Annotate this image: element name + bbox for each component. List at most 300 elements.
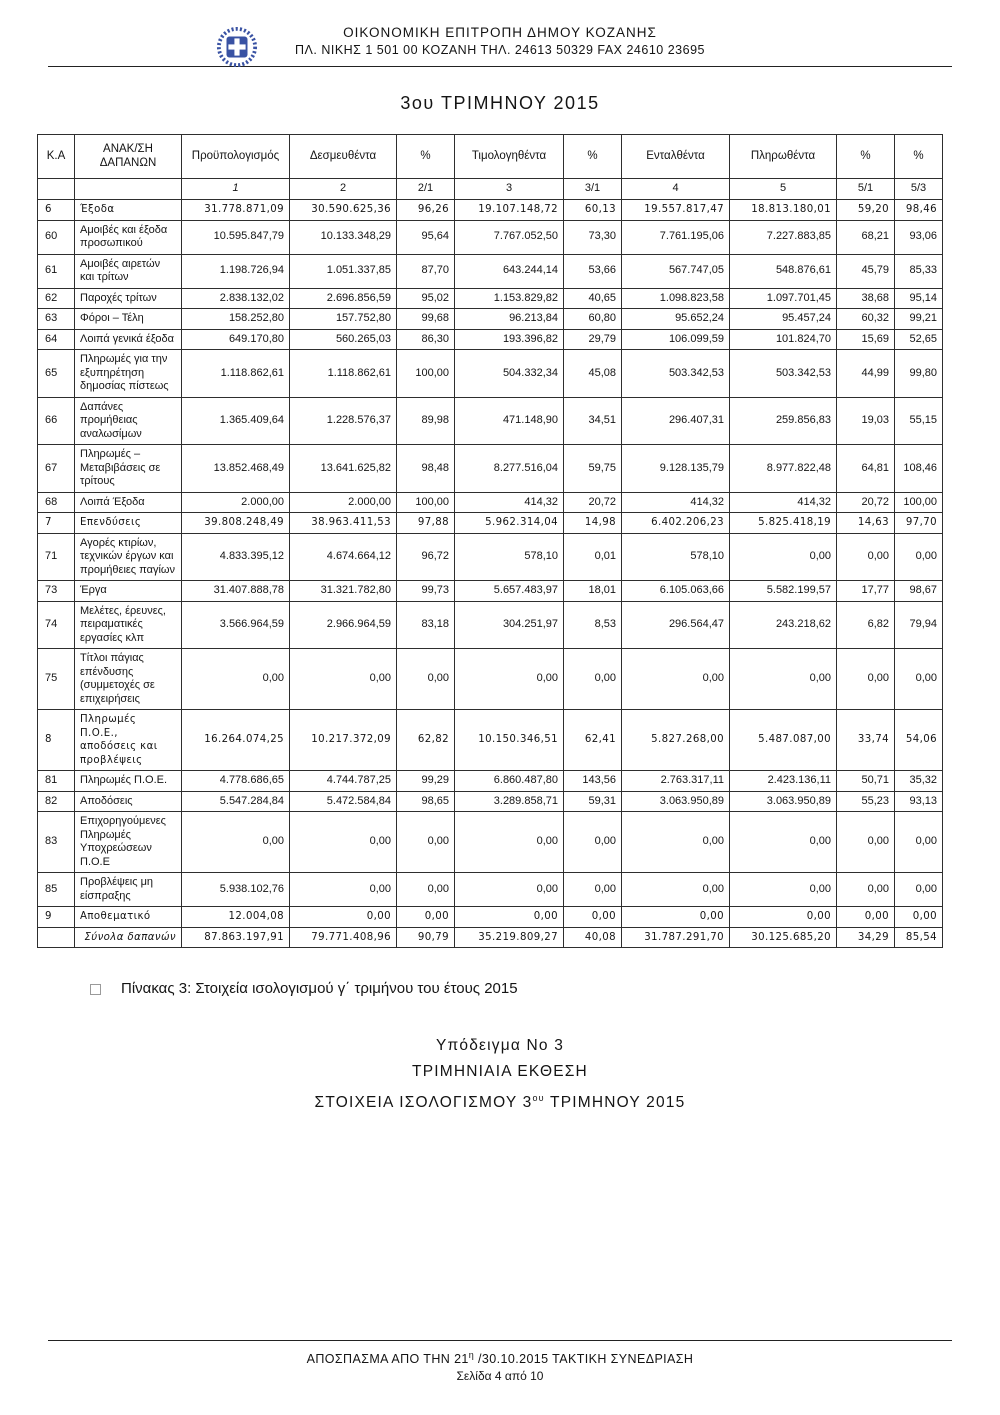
row-value-cell: 9.128.135,79 — [622, 445, 730, 493]
row-value-cell: 0,00 — [290, 907, 397, 928]
row-label-cell: Λοιπά Έξοδα — [75, 492, 182, 513]
header-divider — [48, 66, 952, 67]
row-value-cell: 0,00 — [730, 907, 837, 928]
row-value-cell: 2.696.856,59 — [290, 288, 397, 309]
row-value-cell: 0,00 — [622, 812, 730, 873]
column-index: 3/1 — [564, 179, 622, 200]
row-value-cell: 14,63 — [837, 513, 895, 534]
row-value-cell: 6.860.487,80 — [455, 771, 564, 792]
row-value-cell: 55,15 — [895, 397, 943, 445]
row-value-cell: 89,98 — [397, 397, 455, 445]
row-label-cell: Πληρωμές Π.Ο.Ε. — [75, 771, 182, 792]
row-label-cell: Επιχορηγούμενες Πληρωμές Υποχρεώσεων Π.Ο.Ε — [75, 812, 182, 873]
row-value-cell: 560.265,03 — [290, 329, 397, 350]
subtitle-line-1: Υπόδειγμα Νο 3 — [435, 1037, 565, 1054]
row-value-cell: 13.852.468,49 — [182, 445, 290, 493]
row-value-cell: 649.170,80 — [182, 329, 290, 350]
row-value-cell: 99,21 — [895, 309, 943, 330]
row-value-cell: 5.657.483,97 — [455, 581, 564, 602]
row-value-cell: 18.813.180,01 — [730, 200, 837, 221]
footer-session-line: ΑΠΟΣΠΑΣΜΑ ΑΠΟ ΤΗΝ $21^\eta$ /30.10.2015 ΤΑΚΤΙΚΗ ΣΥΝΕΔΡΙΑΣΗ — [306, 1350, 694, 1367]
row-value-cell: 95.652,24 — [622, 309, 730, 330]
row-value-cell: 4.674.664,12 — [290, 533, 397, 581]
table-row — [38, 907, 943, 928]
row-value-cell: 2.763.317,11 — [622, 771, 730, 792]
row-code-cell: 85 — [38, 873, 75, 907]
row-value-cell: 0,00 — [455, 873, 564, 907]
row-value-cell: 5.827.268,00 — [622, 710, 730, 771]
row-value-cell: 0,00 — [290, 873, 397, 907]
row-value-cell: 578,10 — [622, 533, 730, 581]
row-value-cell: 50,71 — [837, 771, 895, 792]
row-code-cell: 83 — [38, 812, 75, 873]
row-value-cell: 5.962.314,04 — [455, 513, 564, 534]
table-row — [38, 771, 943, 792]
column-index: 3 — [455, 179, 564, 200]
row-value-cell: 13.641.625,82 — [290, 445, 397, 493]
row-value-cell: 96,72 — [397, 533, 455, 581]
row-label-cell: Επενδύσεις — [75, 513, 182, 534]
row-value-cell: 296.407,31 — [622, 397, 730, 445]
row-value-cell: 96,26 — [397, 200, 455, 221]
row-value-cell: 59,75 — [564, 445, 622, 493]
row-value-cell: 108,46 — [895, 445, 943, 493]
row-value-cell: 8.277.516,04 — [455, 445, 564, 493]
table-row — [38, 791, 943, 812]
row-value-cell: 100,00 — [397, 492, 455, 513]
row-value-cell: 101.824,70 — [730, 329, 837, 350]
row-value-cell: 0,00 — [622, 649, 730, 710]
row-value-cell: 414,32 — [455, 492, 564, 513]
row-value-cell: 8,53 — [564, 601, 622, 649]
row-code-cell: 7 — [38, 513, 75, 534]
row-value-cell: 4.744.787,25 — [290, 771, 397, 792]
row-value-cell: 54,06 — [895, 710, 943, 771]
row-code-cell: 6 — [38, 200, 75, 221]
row-value-cell: 34,29 — [837, 927, 895, 948]
row-value-cell: 4.833.395,12 — [182, 533, 290, 581]
footer-page-number: Σελίδα 4 από 10 — [456, 1369, 544, 1384]
row-label-cell: Παροχές τρίτων — [75, 288, 182, 309]
row-label-cell: Δαπάνες προμήθειας αναλωσίμων — [75, 397, 182, 445]
row-code-cell: 64 — [38, 329, 75, 350]
column-index: 4 — [622, 179, 730, 200]
row-value-cell: 34,51 — [564, 397, 622, 445]
row-value-cell: 5.487.087,00 — [730, 710, 837, 771]
row-value-cell: 3.566.964,59 — [182, 601, 290, 649]
row-value-cell: 5.472.584,84 — [290, 791, 397, 812]
row-label-cell: Έξοδα — [75, 200, 182, 221]
row-value-cell: 0,00 — [837, 533, 895, 581]
bullet-square-icon — [90, 984, 101, 995]
row-value-cell: 15,69 — [837, 329, 895, 350]
row-value-cell: 19,03 — [837, 397, 895, 445]
row-value-cell: 19.557.817,47 — [622, 200, 730, 221]
row-value-cell: 59,31 — [564, 791, 622, 812]
row-value-cell: 30.590.625,36 — [290, 200, 397, 221]
row-value-cell: 0,00 — [564, 649, 622, 710]
row-value-cell: 0,00 — [837, 873, 895, 907]
row-value-cell: 503.342,53 — [730, 350, 837, 398]
row-value-cell: 5.938.102,76 — [182, 873, 290, 907]
org-address: ΠΛ. ΝΙΚΗΣ 1 501 00 ΚΟΖΑΝΗ ΤΗΛ. 24613 50329 FAX 24610 23695 — [295, 43, 705, 57]
row-value-cell: 503.342,53 — [622, 350, 730, 398]
row-value-cell: 567.747,05 — [622, 254, 730, 288]
row-value-cell: 1.097.701,45 — [730, 288, 837, 309]
row-value-cell: 2.000,00 — [182, 492, 290, 513]
row-value-cell: 60,80 — [564, 309, 622, 330]
row-value-cell: 16.264.074,25 — [182, 710, 290, 771]
row-value-cell: 31.407.888,78 — [182, 581, 290, 602]
row-value-cell: 98,48 — [397, 445, 455, 493]
table-row — [38, 309, 943, 330]
table-row — [38, 581, 943, 602]
row-code-cell: 65 — [38, 350, 75, 398]
row-value-cell: 0,00 — [837, 649, 895, 710]
row-label-cell: Λοιπά γενικά έξοδα — [75, 329, 182, 350]
row-value-cell: 1.365.409,64 — [182, 397, 290, 445]
table-row — [38, 812, 943, 873]
row-value-cell: 44,99 — [837, 350, 895, 398]
row-value-cell: 79.771.408,96 — [290, 927, 397, 948]
table-row — [38, 200, 943, 221]
row-value-cell: 0,00 — [730, 533, 837, 581]
row-value-cell: 10.150.346,51 — [455, 710, 564, 771]
row-value-cell: 0,00 — [895, 907, 943, 928]
row-value-cell: 95.457,24 — [730, 309, 837, 330]
totals-row — [38, 927, 943, 948]
row-value-cell: 2.423.136,11 — [730, 771, 837, 792]
row-value-cell: 45,08 — [564, 350, 622, 398]
row-value-cell: 87,70 — [397, 254, 455, 288]
row-value-cell: 98,46 — [895, 200, 943, 221]
column-index: 5/3 — [895, 179, 943, 200]
row-value-cell: 12.004,08 — [182, 907, 290, 928]
table-header-row — [38, 135, 943, 179]
column-header: ΑΝΑΚ/ΣΗ ΔΑΠΑΝΩΝ — [75, 135, 182, 179]
row-label-cell: Αμοιβές αιρετών και τρίτων — [75, 254, 182, 288]
row-label-cell: Φόροι – Τέλη — [75, 309, 182, 330]
row-value-cell: 0,00 — [564, 873, 622, 907]
row-value-cell: 10.595.847,79 — [182, 220, 290, 254]
row-value-cell: 7.761.195,06 — [622, 220, 730, 254]
row-value-cell: 6.402.206,23 — [622, 513, 730, 534]
document-header — [0, 0, 1000, 59]
row-value-cell: 53,66 — [564, 254, 622, 288]
row-value-cell: 193.396,82 — [455, 329, 564, 350]
row-code-cell: 68 — [38, 492, 75, 513]
row-code-cell: 75 — [38, 649, 75, 710]
column-index: 5 — [730, 179, 837, 200]
row-value-cell: 14,98 — [564, 513, 622, 534]
row-value-cell: 0,00 — [290, 812, 397, 873]
row-value-cell: 35.219.809,27 — [455, 927, 564, 948]
row-value-cell: 296.564,47 — [622, 601, 730, 649]
row-value-cell: 99,73 — [397, 581, 455, 602]
row-value-cell: 64,81 — [837, 445, 895, 493]
row-code-cell: 60 — [38, 220, 75, 254]
row-value-cell: 99,80 — [895, 350, 943, 398]
column-index: 5/1 — [837, 179, 895, 200]
row-label-cell: Σύνολα δαπανών — [75, 927, 182, 948]
row-value-cell: 0,00 — [397, 873, 455, 907]
row-value-cell: 0,00 — [182, 649, 290, 710]
row-code-cell: 71 — [38, 533, 75, 581]
row-value-cell: 62,41 — [564, 710, 622, 771]
row-value-cell: 95,14 — [895, 288, 943, 309]
column-header: Τιμολογηθέντα — [455, 135, 564, 179]
row-value-cell: 4.778.686,65 — [182, 771, 290, 792]
row-value-cell: 548.876,61 — [730, 254, 837, 288]
table-row — [38, 513, 943, 534]
column-index — [38, 179, 75, 200]
row-value-cell: 0,00 — [564, 907, 622, 928]
row-value-cell: 1.098.823,58 — [622, 288, 730, 309]
row-value-cell: 38,68 — [837, 288, 895, 309]
row-value-cell: 0,00 — [182, 812, 290, 873]
row-value-cell: 100,00 — [397, 350, 455, 398]
row-value-cell: 20,72 — [837, 492, 895, 513]
row-value-cell: 79,94 — [895, 601, 943, 649]
row-value-cell: 40,65 — [564, 288, 622, 309]
row-value-cell: 6.105.063,66 — [622, 581, 730, 602]
column-index — [75, 179, 182, 200]
table-row — [38, 649, 943, 710]
row-value-cell: 504.332,34 — [455, 350, 564, 398]
column-index: 1 — [182, 179, 290, 200]
row-value-cell: 0,00 — [455, 907, 564, 928]
column-header: Δεσμευθέντα — [290, 135, 397, 179]
row-value-cell: 5.825.418,19 — [730, 513, 837, 534]
row-value-cell: 31.321.782,80 — [290, 581, 397, 602]
row-value-cell: 304.251,97 — [455, 601, 564, 649]
row-value-cell: 1.228.576,37 — [290, 397, 397, 445]
row-value-cell: 52,65 — [895, 329, 943, 350]
row-value-cell: 0,00 — [564, 812, 622, 873]
row-value-cell: 0,00 — [895, 533, 943, 581]
row-value-cell: 0,00 — [895, 812, 943, 873]
table-row — [38, 397, 943, 445]
row-value-cell: 3.063.950,89 — [730, 791, 837, 812]
table-row — [38, 492, 943, 513]
table-row — [38, 533, 943, 581]
row-code-cell: 9 — [38, 907, 75, 928]
row-value-cell: 99,29 — [397, 771, 455, 792]
column-index: 2 — [290, 179, 397, 200]
row-value-cell: 85,54 — [895, 927, 943, 948]
row-label-cell: Πληρωμές Π.Ο.Ε., αποδόσεις και προβλέψεις — [75, 710, 182, 771]
row-value-cell: 93,13 — [895, 791, 943, 812]
row-value-cell: 38.963.411,53 — [290, 513, 397, 534]
row-label-cell: Αποθεματικό — [75, 907, 182, 928]
row-value-cell: 643.244,14 — [455, 254, 564, 288]
column-header: Πληρωθέντα — [730, 135, 837, 179]
row-code-cell: 66 — [38, 397, 75, 445]
table-body — [38, 200, 943, 948]
row-value-cell: 5.547.284,84 — [182, 791, 290, 812]
row-code-cell: 62 — [38, 288, 75, 309]
budget-table — [37, 134, 943, 948]
org-name: ΟΙΚΟΝΟΜΙΚΗ ΕΠΙΤΡΟΠΗ ΔΗΜΟΥ ΚΟΖΑΝΗΣ — [343, 25, 657, 40]
row-value-cell: 85,33 — [895, 254, 943, 288]
row-value-cell: 31.787.291,70 — [622, 927, 730, 948]
row-value-cell: 2.838.132,02 — [182, 288, 290, 309]
table-row — [38, 220, 943, 254]
row-value-cell: 0,00 — [397, 907, 455, 928]
row-value-cell: 39.808.248,49 — [182, 513, 290, 534]
row-value-cell: 29,79 — [564, 329, 622, 350]
row-code-cell: 63 — [38, 309, 75, 330]
table-row — [38, 329, 943, 350]
row-value-cell: 60,32 — [837, 309, 895, 330]
table-row — [38, 710, 943, 771]
table-caption — [90, 980, 1000, 997]
row-value-cell: 83,18 — [397, 601, 455, 649]
table-caption-text: Πίνακας 3: Στοιχεία ισολογισμού γ΄ τριμήνου του έτους 2015 — [121, 980, 518, 997]
row-value-cell: 60,13 — [564, 200, 622, 221]
row-value-cell: 19.107.148,72 — [455, 200, 564, 221]
column-index: 2/1 — [397, 179, 455, 200]
table-head — [38, 135, 943, 200]
row-value-cell: 90,79 — [397, 927, 455, 948]
document-footer — [0, 1340, 1000, 1385]
row-value-cell: 18,01 — [564, 581, 622, 602]
table-row — [38, 873, 943, 907]
row-value-cell: 7.767.052,50 — [455, 220, 564, 254]
row-value-cell: 73,30 — [564, 220, 622, 254]
footer-divider — [48, 1340, 952, 1341]
table-row — [38, 445, 943, 493]
row-label-cell: Προβλέψεις μη είσπραξης — [75, 873, 182, 907]
row-value-cell: 10.133.348,29 — [290, 220, 397, 254]
row-value-cell: 5.582.199,57 — [730, 581, 837, 602]
row-value-cell: 59,20 — [837, 200, 895, 221]
row-value-cell: 0,00 — [837, 907, 895, 928]
row-value-cell: 99,68 — [397, 309, 455, 330]
row-label-cell: Μελέτες, έρευνες, πειραματικές εργασίες κλπ — [75, 601, 182, 649]
row-value-cell: 414,32 — [622, 492, 730, 513]
row-value-cell: 31.778.871,09 — [182, 200, 290, 221]
row-code-cell: 74 — [38, 601, 75, 649]
subtitle-line-2: ΤΡΙΜΗΝΙΑΙΑ ΕΚΘΕΣΗ — [412, 1063, 588, 1080]
row-value-cell: 157.752,80 — [290, 309, 397, 330]
row-value-cell: 62,82 — [397, 710, 455, 771]
column-header: Κ.Α — [38, 135, 75, 179]
row-value-cell: 0,00 — [730, 873, 837, 907]
row-value-cell: 0,00 — [837, 812, 895, 873]
row-code-cell: 81 — [38, 771, 75, 792]
row-value-cell: 1.051.337,85 — [290, 254, 397, 288]
row-value-cell: 578,10 — [455, 533, 564, 581]
row-value-cell: 68,21 — [837, 220, 895, 254]
row-value-cell: 3.063.950,89 — [622, 791, 730, 812]
row-value-cell: 0,00 — [290, 649, 397, 710]
row-value-cell: 45,79 — [837, 254, 895, 288]
row-value-cell: 30.125.685,20 — [730, 927, 837, 948]
row-value-cell: 0,00 — [730, 649, 837, 710]
row-code-cell: 8 — [38, 710, 75, 771]
page-title: 3ου ΤΡΙΜΗΝΟΥ 2015 — [400, 93, 600, 113]
row-value-cell: 106.099,59 — [622, 329, 730, 350]
row-code-cell: 61 — [38, 254, 75, 288]
row-label-cell: Πληρωμές – Μεταβιβάσεις σε τρίτους — [75, 445, 182, 493]
row-value-cell: 1.118.862,61 — [182, 350, 290, 398]
table-row — [38, 601, 943, 649]
row-value-cell: 414,32 — [730, 492, 837, 513]
row-value-cell: 87.863.197,91 — [182, 927, 290, 948]
row-value-cell: 3.289.858,71 — [455, 791, 564, 812]
row-value-cell: 1.118.862,61 — [290, 350, 397, 398]
table-row — [38, 350, 943, 398]
row-value-cell: 95,02 — [397, 288, 455, 309]
row-value-cell: 2.000,00 — [290, 492, 397, 513]
row-value-cell: 0,00 — [397, 649, 455, 710]
row-value-cell: 1.198.726,94 — [182, 254, 290, 288]
row-value-cell: 55,23 — [837, 791, 895, 812]
row-value-cell: 259.856,83 — [730, 397, 837, 445]
row-value-cell: 0,01 — [564, 533, 622, 581]
row-value-cell: 7.227.883,85 — [730, 220, 837, 254]
row-value-cell: 143,56 — [564, 771, 622, 792]
row-value-cell: 95,64 — [397, 220, 455, 254]
row-value-cell: 8.977.822,48 — [730, 445, 837, 493]
row-label-cell: Έργα — [75, 581, 182, 602]
subtitle-block — [0, 1033, 1000, 1116]
row-value-cell: 40,08 — [564, 927, 622, 948]
column-header: Προϋπολογισμός — [182, 135, 290, 179]
row-value-cell: 17,77 — [837, 581, 895, 602]
row-value-cell: 97,88 — [397, 513, 455, 534]
row-label-cell: Τίτλοι πάγιας επένδυσης (συμμετοχές σε επιχειρήσεις — [75, 649, 182, 710]
row-value-cell: 98,65 — [397, 791, 455, 812]
row-value-cell: 33,74 — [837, 710, 895, 771]
row-code-cell: 67 — [38, 445, 75, 493]
table-row — [38, 288, 943, 309]
row-value-cell: 1.153.829,82 — [455, 288, 564, 309]
row-value-cell: 0,00 — [397, 812, 455, 873]
row-value-cell: 0,00 — [455, 649, 564, 710]
column-header: % — [564, 135, 622, 179]
row-value-cell: 0,00 — [622, 907, 730, 928]
row-value-cell: 243.218,62 — [730, 601, 837, 649]
row-value-cell: 0,00 — [622, 873, 730, 907]
table-row — [38, 254, 943, 288]
row-value-cell: 93,06 — [895, 220, 943, 254]
column-header: % — [895, 135, 943, 179]
row-value-cell: 158.252,80 — [182, 309, 290, 330]
row-value-cell: 2.966.964,59 — [290, 601, 397, 649]
row-code-cell — [38, 927, 75, 948]
row-value-cell: 10.217.372,09 — [290, 710, 397, 771]
municipal-emblem-icon — [216, 26, 258, 68]
row-code-cell: 73 — [38, 581, 75, 602]
row-label-cell: Αμοιβές και έξοδα προσωπικού — [75, 220, 182, 254]
row-value-cell: 20,72 — [564, 492, 622, 513]
row-value-cell: 96.213,84 — [455, 309, 564, 330]
row-label-cell: Πληρωμές για την εξυπηρέτηση δημοσίας πίστεως — [75, 350, 182, 398]
column-header: % — [397, 135, 455, 179]
row-label-cell: Αγορές κτιρίων, τεχνικών έργων και προμήθειες παγίων — [75, 533, 182, 581]
row-value-cell: 0,00 — [730, 812, 837, 873]
row-value-cell: 0,00 — [895, 873, 943, 907]
row-value-cell: 0,00 — [455, 812, 564, 873]
column-header: Ενταλθέντα — [622, 135, 730, 179]
table-index-row — [38, 179, 943, 200]
row-value-cell: 0,00 — [895, 649, 943, 710]
row-code-cell: 82 — [38, 791, 75, 812]
row-value-cell: 98,67 — [895, 581, 943, 602]
row-value-cell: 100,00 — [895, 492, 943, 513]
